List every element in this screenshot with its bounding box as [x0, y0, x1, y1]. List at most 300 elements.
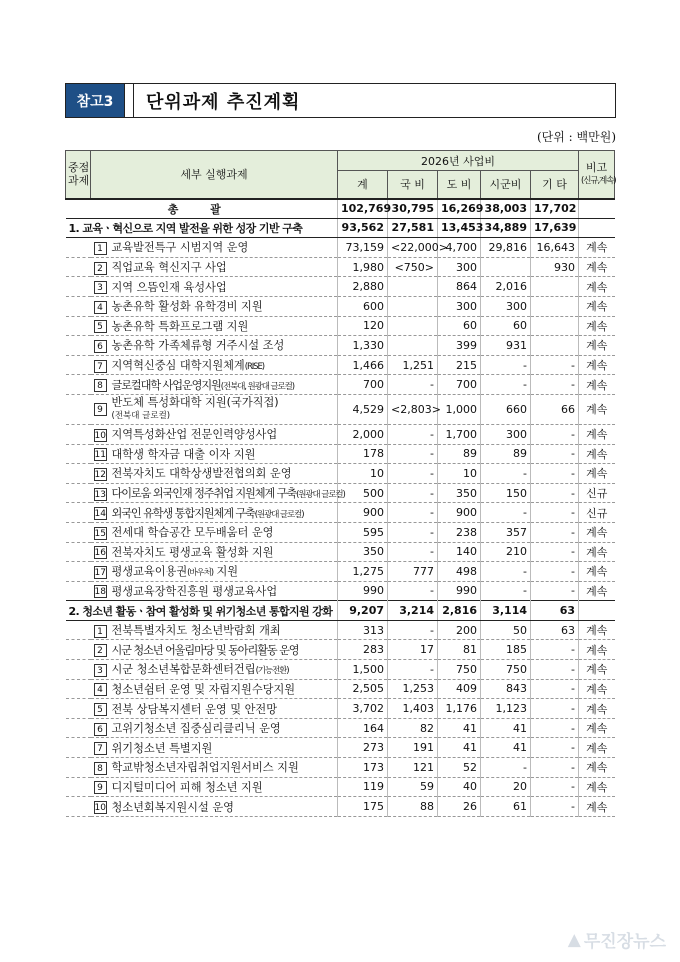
- item-index-box: 8: [94, 379, 107, 392]
- item-other: -: [531, 738, 579, 758]
- item-index-box: 2: [94, 644, 107, 657]
- section-city: 34,889: [481, 218, 531, 238]
- table-row: [66, 336, 615, 356]
- item-national: [388, 316, 438, 336]
- total-note: [579, 199, 615, 219]
- table-row: [66, 277, 615, 297]
- item-national: [388, 296, 438, 316]
- table-row: [66, 503, 615, 523]
- task-cell: [91, 581, 338, 601]
- item-city: -: [481, 464, 531, 484]
- item-city: 89: [481, 444, 531, 464]
- item-sum: 900: [338, 503, 388, 523]
- item-province: 52: [438, 758, 481, 778]
- item-province: 41: [438, 718, 481, 738]
- item-other: -: [531, 464, 579, 484]
- item-index-box: 1: [94, 242, 107, 255]
- focus-cell: [66, 522, 91, 542]
- item-province: 40: [438, 777, 481, 797]
- item-name: 전북자치도 대학상생발전협의회 운영: [111, 467, 292, 481]
- item-index-box: 4: [94, 683, 107, 696]
- task-cell: [91, 522, 338, 542]
- item-city: 300: [481, 424, 531, 444]
- item-national: <22,000>: [388, 238, 438, 258]
- focus-cell: [66, 679, 91, 699]
- item-province: 300: [438, 257, 481, 277]
- table-row: [66, 296, 615, 316]
- item-name: 시군 청소년 어울림마당 및 동아리활동 운영: [111, 643, 299, 657]
- item-province: 81: [438, 640, 481, 660]
- task-cell: [91, 336, 338, 356]
- section-province: 2,816: [438, 601, 481, 621]
- table-row: [66, 660, 615, 680]
- item-sum: 990: [338, 581, 388, 601]
- item-city: [481, 257, 531, 277]
- item-other: -: [531, 355, 579, 375]
- item-sum: 173: [338, 758, 388, 778]
- table-row: [66, 257, 615, 277]
- item-city: -: [481, 355, 531, 375]
- col-head-note: [579, 151, 615, 199]
- task-cell: [91, 424, 338, 444]
- item-national: 59: [388, 777, 438, 797]
- item-sum: 595: [338, 522, 388, 542]
- focus-cell: [66, 355, 91, 375]
- task-cell: [91, 738, 338, 758]
- total-row: [66, 199, 615, 219]
- item-index-box: 17: [94, 567, 106, 578]
- item-province: 498: [438, 562, 481, 582]
- item-city: -: [481, 375, 531, 395]
- item-other: -: [531, 679, 579, 699]
- item-other: -: [531, 444, 579, 464]
- focus-cell: [66, 777, 91, 797]
- item-province: 238: [438, 522, 481, 542]
- item-sum: 4,529: [338, 394, 388, 424]
- item-other: -: [531, 758, 579, 778]
- focus-cell: [66, 660, 91, 680]
- task-cell: [91, 797, 338, 817]
- item-note: 계속: [579, 640, 615, 660]
- item-note: 계속: [579, 542, 615, 562]
- item-index-box: 16: [94, 548, 106, 559]
- header-spacer: [125, 84, 134, 117]
- item-province: 215: [438, 355, 481, 375]
- item-sum: 700: [338, 375, 388, 395]
- item-note: 계속: [579, 238, 615, 258]
- section-header: [65, 83, 616, 118]
- col-head-city: 시군비: [481, 171, 531, 199]
- item-index-box: 1: [94, 625, 107, 638]
- item-index-box: 12: [94, 469, 106, 480]
- col-head-task: 세부 실행과제: [91, 151, 338, 199]
- item-note: 계속: [579, 581, 615, 601]
- item-name: 위기청소년 특별지원: [111, 741, 213, 755]
- item-note: 계속: [579, 375, 615, 395]
- item-city: 750: [481, 660, 531, 680]
- task-cell: [91, 238, 338, 258]
- task-cell: [91, 718, 338, 738]
- watermark-text: 무진장뉴스: [583, 932, 666, 952]
- item-index-box: 18: [94, 587, 106, 598]
- item-name-tail: 지원: [212, 565, 239, 579]
- col-head-note-b: (신규,계속): [581, 175, 616, 186]
- table-row: [66, 522, 615, 542]
- section-row: [66, 218, 615, 238]
- item-national: [388, 336, 438, 356]
- item-national: 17: [388, 640, 438, 660]
- item-other: -: [531, 424, 579, 444]
- item-index-box: 8: [94, 762, 107, 775]
- item-name: 평생교육이용권: [111, 565, 188, 579]
- item-national: -: [388, 522, 438, 542]
- item-other: 66: [531, 394, 579, 424]
- item-national: <750>: [388, 257, 438, 277]
- focus-cell: [66, 620, 91, 640]
- section-other: 17,639: [531, 218, 579, 238]
- item-national: <2,803>: [388, 394, 438, 424]
- item-index-box: 6: [94, 723, 107, 736]
- item-name: 지역특성화산업 전문인력양성사업: [111, 428, 278, 442]
- total-sum: 102,769: [338, 199, 388, 219]
- item-national: -: [388, 424, 438, 444]
- item-province: 4,700: [438, 238, 481, 258]
- item-sum: 2,505: [338, 679, 388, 699]
- section-note: [579, 218, 615, 238]
- focus-cell: [66, 238, 91, 258]
- item-note: 계속: [579, 444, 615, 464]
- item-province: 140: [438, 542, 481, 562]
- task-cell: [91, 679, 338, 699]
- focus-cell: [66, 718, 91, 738]
- focus-cell: [66, 375, 91, 395]
- item-city: -: [481, 758, 531, 778]
- table-row: [66, 394, 615, 424]
- item-sub: (원광대 글로컬): [296, 490, 345, 501]
- item-sum: 73,159: [338, 238, 388, 258]
- table-row: [66, 483, 615, 503]
- item-other: [531, 277, 579, 297]
- item-sum: 273: [338, 738, 388, 758]
- item-sum: 1,275: [338, 562, 388, 582]
- task-cell: [91, 277, 338, 297]
- item-province: 900: [438, 503, 481, 523]
- item-province: 89: [438, 444, 481, 464]
- watermark: [568, 927, 666, 952]
- item-note: 계속: [579, 277, 615, 297]
- item-city: 1,123: [481, 699, 531, 719]
- item-other: 63: [531, 620, 579, 640]
- focus-cell: [66, 581, 91, 601]
- table-row: [66, 444, 615, 464]
- total-other: 17,702: [531, 199, 579, 219]
- item-national: -: [388, 483, 438, 503]
- task-cell: [91, 257, 338, 277]
- item-note: 계속: [579, 758, 615, 778]
- item-national: -: [388, 444, 438, 464]
- item-city: 20: [481, 777, 531, 797]
- focus-cell: [66, 336, 91, 356]
- total-label-text: 총 괄: [167, 202, 235, 216]
- item-province: 60: [438, 316, 481, 336]
- item-note: 신규: [579, 503, 615, 523]
- col-head-focus-a: 중점: [68, 161, 90, 175]
- table-row: [66, 464, 615, 484]
- focus-cell: [66, 424, 91, 444]
- unit-label: (단위 : 백만원): [537, 130, 616, 144]
- item-city: 931: [481, 336, 531, 356]
- table-row: [66, 542, 615, 562]
- task-cell: [91, 316, 338, 336]
- item-national: -: [388, 620, 438, 640]
- col-head-note-a: 비고: [585, 160, 608, 174]
- item-province: 399: [438, 336, 481, 356]
- item-note: 계속: [579, 336, 615, 356]
- item-name: 교육발전특구 시범지역 운영: [111, 241, 249, 255]
- item-index-box: 2: [94, 262, 107, 275]
- item-national: 1,403: [388, 699, 438, 719]
- task-cell: [91, 394, 338, 424]
- item-name: 청소년쉼터 운영 및 자립지원수당지원: [111, 682, 296, 696]
- item-note: 계속: [579, 257, 615, 277]
- item-name: 시군 청소년복합문화센터건립: [111, 663, 256, 677]
- item-name: 농촌유학 가족체류형 거주시설 조성: [111, 339, 285, 353]
- item-province: 350: [438, 483, 481, 503]
- item-name: 대학생 학자금 대출 이자 지원: [111, 447, 256, 461]
- item-name: 전세대 학습공간 모두배움터 운영: [111, 526, 274, 540]
- item-name: 외국인 유학생 통합지원체계 구축: [111, 506, 255, 520]
- item-name: 디지털미디어 피해 청소년 지원: [111, 780, 263, 794]
- item-name: 지역 으뜸인재 육성사업: [111, 280, 227, 294]
- item-name: 전북자치도 평생교육 활성화 지원: [111, 545, 274, 559]
- task-cell: [91, 464, 338, 484]
- task-cell: [91, 444, 338, 464]
- focus-cell: [66, 640, 91, 660]
- focus-cell: [66, 542, 91, 562]
- item-national: -: [388, 375, 438, 395]
- item-national: -: [388, 503, 438, 523]
- item-province: 409: [438, 679, 481, 699]
- item-index-box: 5: [94, 320, 107, 333]
- focus-cell: [66, 503, 91, 523]
- item-other: -: [531, 375, 579, 395]
- item-note: 계속: [579, 718, 615, 738]
- task-cell: [91, 562, 338, 582]
- item-name: 농촌유학 활성화 유학경비 지원: [111, 300, 263, 314]
- table-row: [66, 640, 615, 660]
- item-province: 41: [438, 738, 481, 758]
- item-sub: (전북대, 원광대 글로컬): [220, 381, 294, 392]
- focus-cell: [66, 444, 91, 464]
- item-name: 다이로움 외국인재 정주취업 지원체계 구축: [111, 487, 297, 501]
- item-index-box: 14: [94, 509, 106, 520]
- item-other: [531, 296, 579, 316]
- item-province: 10: [438, 464, 481, 484]
- item-name: 전북특별자치도 청소년박람회 개최: [111, 624, 281, 638]
- item-sum: 10: [338, 464, 388, 484]
- item-sum: 120: [338, 316, 388, 336]
- section-title: 1. 교육ㆍ혁신으로 지역 발전을 위한 성장 기반 구축: [66, 218, 338, 238]
- item-province: 990: [438, 581, 481, 601]
- table-row: [66, 797, 615, 817]
- table-row: [66, 738, 615, 758]
- item-other: -: [531, 718, 579, 738]
- table-row: [66, 238, 615, 258]
- item-city: 41: [481, 738, 531, 758]
- focus-cell: [66, 758, 91, 778]
- total-province: 16,269: [438, 199, 481, 219]
- section-note: [579, 601, 615, 621]
- item-province: 200: [438, 620, 481, 640]
- focus-cell: [66, 316, 91, 336]
- task-cell: [91, 542, 338, 562]
- task-cell: [91, 699, 338, 719]
- item-sub: (바우처): [187, 568, 213, 579]
- section-national: 27,581: [388, 218, 438, 238]
- item-other: -: [531, 581, 579, 601]
- item-index-box: 3: [94, 664, 107, 677]
- table-row: [66, 620, 615, 640]
- focus-cell: [66, 699, 91, 719]
- section-other: 63: [531, 601, 579, 621]
- item-province: 1,000: [438, 394, 481, 424]
- item-other: -: [531, 777, 579, 797]
- item-sum: 1,466: [338, 355, 388, 375]
- table-row: [66, 581, 615, 601]
- item-province: 864: [438, 277, 481, 297]
- focus-cell: [66, 394, 91, 424]
- item-name: 직업교육 혁신지구 사업: [111, 261, 227, 275]
- item-national: 777: [388, 562, 438, 582]
- item-name: 고위기청소년 집중심리클리닉 운영: [111, 722, 281, 736]
- item-note: 계속: [579, 562, 615, 582]
- item-index-box: 10: [94, 803, 106, 814]
- item-province: 700: [438, 375, 481, 395]
- section-sum: 9,207: [338, 601, 388, 621]
- item-sum: 1,980: [338, 257, 388, 277]
- item-city: 300: [481, 296, 531, 316]
- focus-cell: [66, 562, 91, 582]
- section-title: 2. 청소년 활동ㆍ참여 활성화 및 위기청소년 통합지원 강화: [66, 601, 338, 621]
- item-index-box: 9: [94, 781, 107, 794]
- table-row: [66, 699, 615, 719]
- item-other: -: [531, 503, 579, 523]
- item-national: -: [388, 464, 438, 484]
- item-note: 계속: [579, 777, 615, 797]
- item-city: 61: [481, 797, 531, 817]
- item-national: -: [388, 542, 438, 562]
- item-city: -: [481, 581, 531, 601]
- section-sum: 93,562: [338, 218, 388, 238]
- item-note: 계속: [579, 620, 615, 640]
- item-province: 1,176: [438, 699, 481, 719]
- item-sum: 119: [338, 777, 388, 797]
- focus-cell: [66, 797, 91, 817]
- item-index-box: 6: [94, 340, 107, 353]
- task-cell: [91, 375, 338, 395]
- item-national: 121: [388, 758, 438, 778]
- total-label: [66, 199, 338, 219]
- item-name: 글로컬대학 사업운영지원: [111, 378, 221, 392]
- item-city: 2,016: [481, 277, 531, 297]
- section-city: 3,114: [481, 601, 531, 621]
- item-index-box: 9: [94, 403, 107, 416]
- item-national: 1,251: [388, 355, 438, 375]
- item-name: 청소년회복지원시설 운영: [111, 800, 234, 814]
- item-city: 50: [481, 620, 531, 640]
- col-head-focus: [66, 151, 91, 199]
- item-note: 계속: [579, 699, 615, 719]
- item-index-box: 11: [94, 450, 106, 461]
- table-row: [66, 679, 615, 699]
- col-head-province: 도 비: [438, 171, 481, 199]
- item-sub: (원광대 글로컬): [254, 509, 304, 520]
- item-city: 843: [481, 679, 531, 699]
- item-note: 계속: [579, 738, 615, 758]
- item-sum: 350: [338, 542, 388, 562]
- item-index-box: 5: [94, 703, 107, 716]
- task-cell: [91, 355, 338, 375]
- table-row: [66, 316, 615, 336]
- task-cell: [91, 777, 338, 797]
- item-index-box: 3: [94, 281, 107, 294]
- item-note: 계속: [579, 296, 615, 316]
- item-sum: 600: [338, 296, 388, 316]
- watermark-icon: ▲: [567, 929, 581, 950]
- item-name: 평생교육장학진흥원 평생교육사업: [111, 584, 278, 598]
- task-cell: [91, 483, 345, 503]
- item-city: -: [481, 562, 531, 582]
- item-sum: 1,500: [338, 660, 388, 680]
- item-other: -: [531, 522, 579, 542]
- item-province: 300: [438, 296, 481, 316]
- item-other: [531, 336, 579, 356]
- item-other: -: [531, 562, 579, 582]
- item-note: 계속: [579, 660, 615, 680]
- item-other: -: [531, 699, 579, 719]
- table-row: [66, 758, 615, 778]
- item-province: 26: [438, 797, 481, 817]
- budget-table: [65, 150, 615, 817]
- item-note: 계속: [579, 424, 615, 444]
- table-row: [66, 424, 615, 444]
- item-sum: 283: [338, 640, 388, 660]
- item-other: -: [531, 797, 579, 817]
- item-index-box: 4: [94, 301, 107, 314]
- item-province: 750: [438, 660, 481, 680]
- task-cell: [91, 758, 338, 778]
- item-note: 계속: [579, 797, 615, 817]
- section-row: [66, 601, 615, 621]
- item-sum: 1,330: [338, 336, 388, 356]
- item-note: 신규: [579, 483, 615, 503]
- item-note: 계속: [579, 316, 615, 336]
- focus-cell: [66, 296, 91, 316]
- task-cell: [91, 296, 338, 316]
- focus-cell: [66, 738, 91, 758]
- table-row: [66, 355, 615, 375]
- item-sum: 3,702: [338, 699, 388, 719]
- focus-cell: [66, 257, 91, 277]
- item-name: 농촌유학 특화프로그램 지원: [111, 319, 249, 333]
- focus-cell: [66, 277, 91, 297]
- item-city: -: [481, 503, 531, 523]
- item-national: -: [388, 581, 438, 601]
- section-national: 3,214: [388, 601, 438, 621]
- task-cell: [91, 620, 338, 640]
- item-sum: 500: [338, 483, 388, 503]
- col-head-sum: 계: [338, 171, 388, 199]
